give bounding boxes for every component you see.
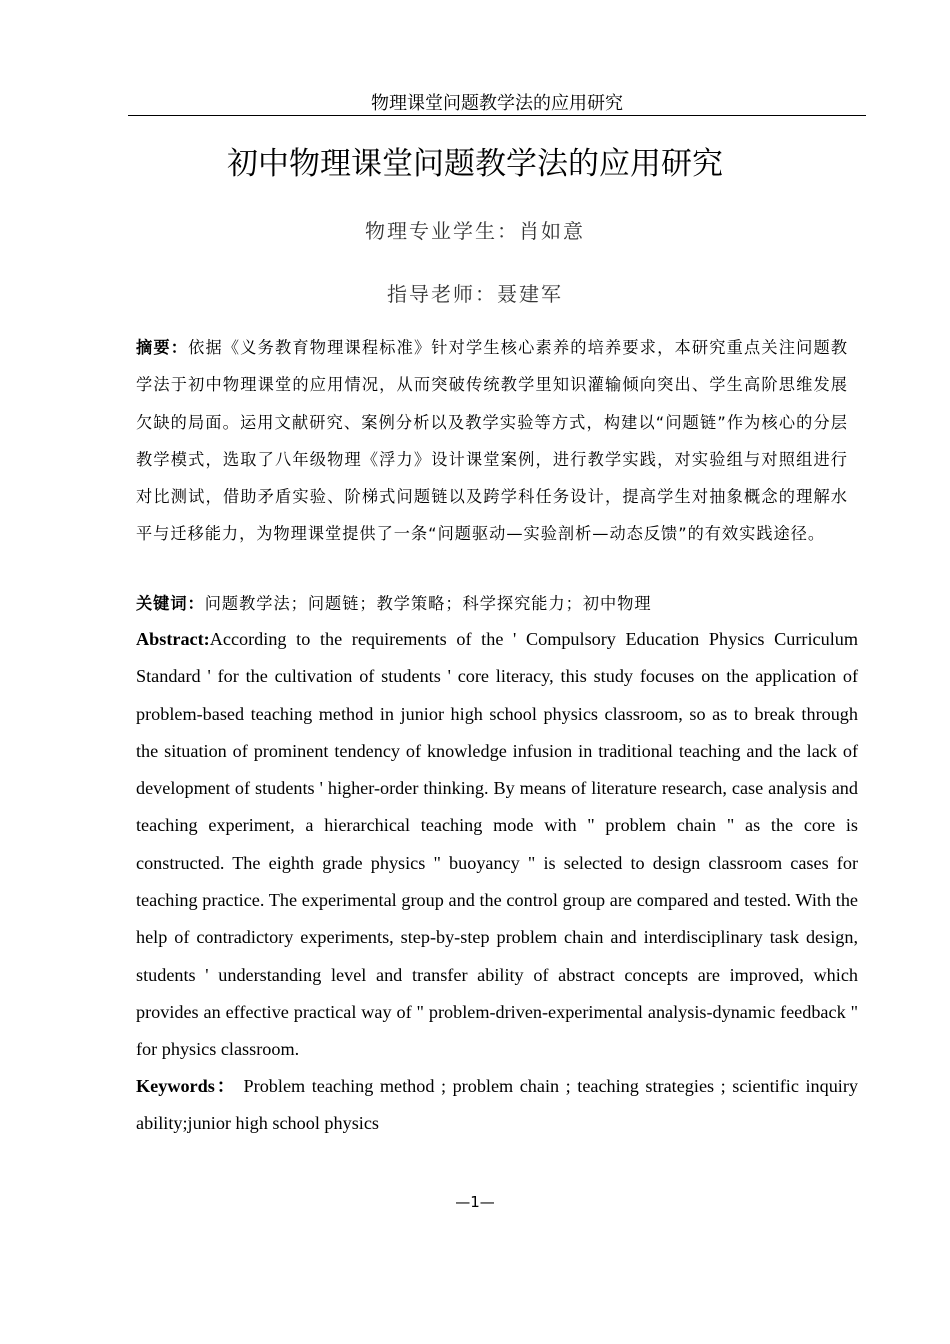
english-keywords-label: Keywords： — [136, 1076, 237, 1096]
english-keywords — [136, 1068, 858, 1143]
chinese-keywords-text: 问题教学法；问题链；教学策略；科学探究能力；初中物理 — [204, 594, 652, 613]
chinese-abstract-label: 摘要： — [136, 338, 189, 357]
chinese-keywords-label: 关键词： — [136, 594, 205, 613]
running-header: 物理课堂问题教学法的应用研究 — [371, 93, 623, 114]
english-abstract-text: According to the requirements of the ' Compulsory Education Physics Curriculum Standard ' for the cultivation of students ' core literacy, this study focuses on the application of problem-based teaching method in junior high school physics classroom, so as to break through the situation of prominent tendency of knowledge infusion in traditional teaching and the lack of development of students ' higher-order thinking. By means of literature research, case analysis and teaching experiment, a hierarchical teaching mode with " problem chain " as the core is constructed. The eighth grade physics " buoyancy " is selected to design classroom cases for teaching practice. The experimental group and the control group are compared and tested. With the help of contradictory experiments, step-by-step problem chain and interdisciplinary task design, students ' understanding level and transfer ability of abstract concepts are improved, which provides an effective practical way of " problem-driven-experimental analysis-dynamic feedback " for physics classroom. — [136, 629, 858, 1060]
chinese-abstract — [136, 329, 848, 553]
english-abstract — [136, 621, 858, 1069]
author-line: 物理专业学生：肖如意 — [365, 219, 585, 243]
paper-title: 初中物理课堂问题教学法的应用研究 — [227, 146, 723, 182]
advisor-line: 指导老师：聂建军 — [387, 282, 563, 306]
english-keywords-text: Problem teaching method ; problem chain ; teaching strategies ; scientific inquiry ability;junior high school physics — [136, 1076, 858, 1134]
english-abstract-label: Abstract: — [136, 629, 210, 649]
chinese-abstract-text: 依据《义务教育物理课程标准》针对学生核心素养的培养要求，本研究重点关注问题教学法于初中物理课堂的应用情况，从而突破传统教学里知识灌输倾向突出、学生高阶思维发展欠缺的局面。运用文献研究、案例分析以及教学实验等方式，构建以“问题链”作为核心的分层教学模式，选取了八年级物理《浮力》设计课堂案例，进行教学实践，对实验组与对照组进行对比测试，借助矛盾实验、阶梯式问题链以及跨学科任务设计，提高学生对抽象概念的理解水平与迁移能力，为物理课堂提供了一条“问题驱动—实验剖析—动态反馈”的有效实践途径。 — [136, 338, 849, 544]
chinese-keywords — [136, 588, 848, 620]
header-rule — [128, 115, 866, 116]
page-number: —1— — [455, 1193, 495, 1211]
